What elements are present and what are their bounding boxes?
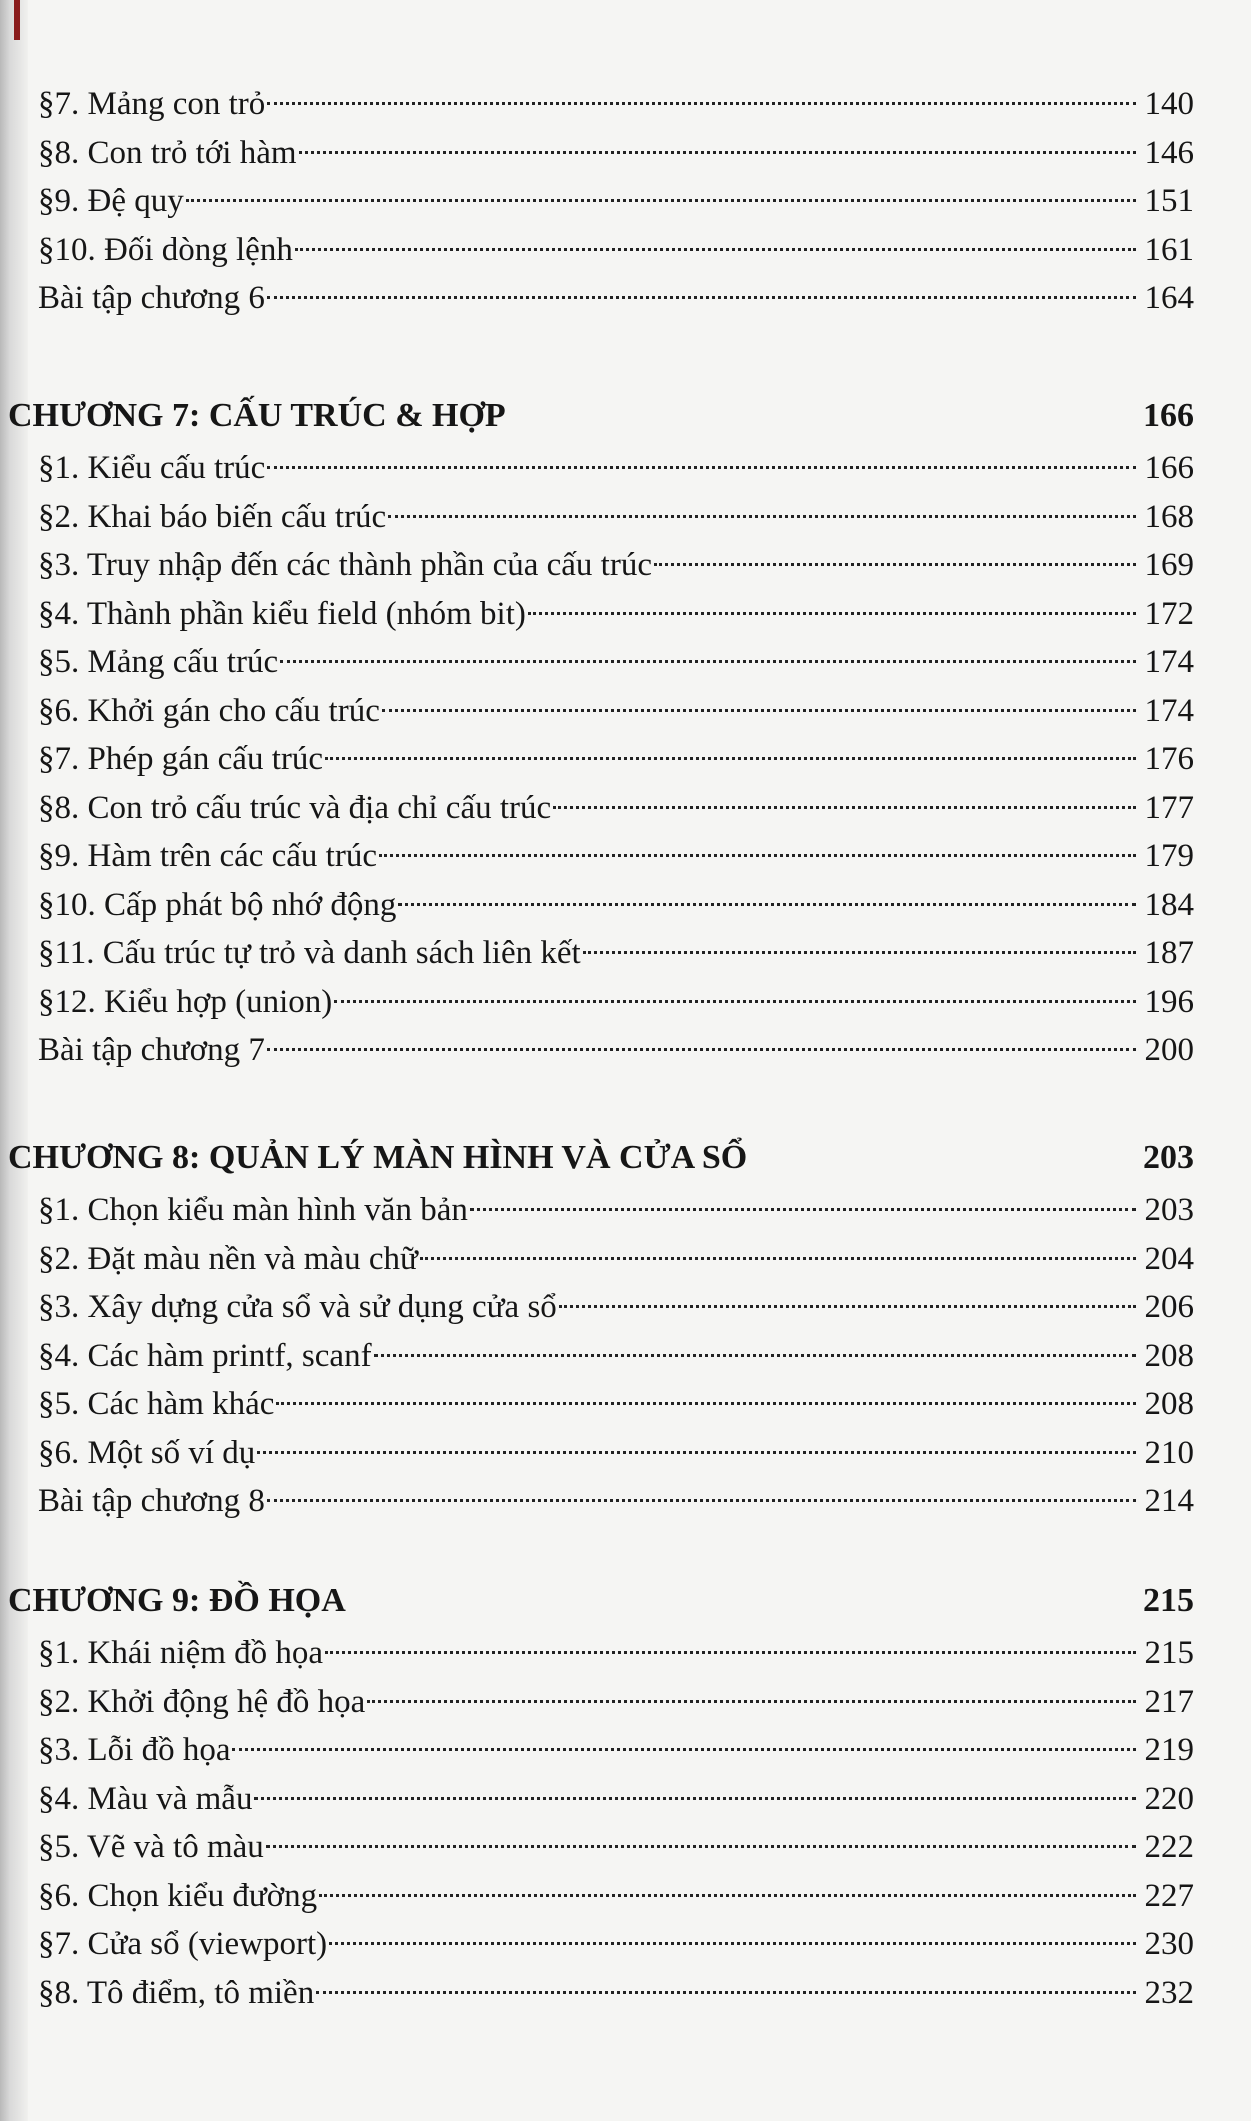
toc-entry-page: 214 bbox=[1144, 1483, 1194, 1519]
toc-entry-page: 176 bbox=[1144, 741, 1194, 777]
toc-entry[interactable] bbox=[0, 735, 1194, 784]
toc-entry-title: §3. Lỗi đồ họa bbox=[38, 1732, 231, 1768]
dot-leader bbox=[325, 757, 1136, 760]
dot-leader bbox=[186, 199, 1136, 202]
toc-entry[interactable] bbox=[0, 1283, 1194, 1332]
toc-entry-page: 204 bbox=[1144, 1240, 1194, 1277]
toc-entry[interactable] bbox=[0, 1823, 1194, 1872]
toc-entry-title: §7. Mảng con trỏ bbox=[38, 86, 266, 122]
toc-entry-title: §5. Vẽ và tô màu bbox=[38, 1829, 264, 1865]
dot-leader bbox=[379, 854, 1136, 857]
dot-leader bbox=[420, 1257, 1136, 1260]
toc-entry-page: 140 bbox=[1144, 86, 1194, 122]
toc-entry[interactable] bbox=[0, 541, 1194, 590]
toc-entry-page: 174 bbox=[1144, 644, 1194, 680]
toc-entry-page: 179 bbox=[1144, 838, 1194, 874]
toc-entry-page: 208 bbox=[1144, 1337, 1194, 1374]
toc-entry-title: §7. Cửa sổ (viewport) bbox=[38, 1926, 328, 1962]
toc-entry-title: §5. Các hàm khác bbox=[38, 1386, 275, 1422]
chapter-title: CHƯƠNG 9: ĐỒ HỌA bbox=[8, 1582, 346, 1619]
toc-entry-page: 222 bbox=[1144, 1829, 1194, 1865]
toc-entry[interactable] bbox=[0, 1872, 1194, 1921]
toc-entry-title: Bài tập chương 7 bbox=[38, 1032, 265, 1068]
toc-entry-title: §8. Con trỏ cấu trúc và địa chỉ cấu trúc bbox=[38, 789, 552, 826]
toc-entry-title: §8. Tô điểm, tô miền bbox=[38, 1974, 315, 2011]
dot-leader bbox=[325, 1651, 1136, 1654]
toc-entry[interactable] bbox=[0, 1678, 1194, 1727]
dot-leader bbox=[559, 1305, 1136, 1308]
toc-entry-page: 230 bbox=[1144, 1926, 1194, 1962]
toc-block-chapter-6-tail bbox=[0, 80, 1251, 323]
toc-entry-page: 203 bbox=[1144, 1192, 1194, 1228]
dot-leader bbox=[267, 296, 1136, 299]
toc-entry-page: 169 bbox=[1144, 547, 1194, 583]
dot-leader bbox=[382, 709, 1136, 712]
toc-entry[interactable] bbox=[0, 978, 1194, 1027]
toc-entry-page: 196 bbox=[1144, 983, 1194, 1020]
toc-entry-title: §12. Kiểu hợp (union) bbox=[38, 983, 333, 1020]
toc-entry-page: 187 bbox=[1144, 935, 1194, 971]
toc-entry-page: 166 bbox=[1144, 450, 1194, 486]
dot-leader bbox=[267, 466, 1136, 469]
dot-leader bbox=[319, 1894, 1136, 1897]
toc-entry-title: Bài tập chương 8 bbox=[38, 1483, 265, 1519]
toc-entry-page: 177 bbox=[1144, 789, 1194, 826]
toc-entry-page: 220 bbox=[1144, 1780, 1194, 1817]
toc-entry-page: 227 bbox=[1144, 1877, 1194, 1914]
chapter-title: CHƯƠNG 8: QUẢN LÝ MÀN HÌNH VÀ CỬA SỔ bbox=[8, 1139, 748, 1176]
toc-entry[interactable] bbox=[0, 129, 1194, 178]
dot-leader bbox=[254, 1797, 1136, 1800]
toc-entry[interactable] bbox=[0, 177, 1194, 226]
toc-entry-page: 232 bbox=[1144, 1974, 1194, 2011]
toc-entry[interactable] bbox=[0, 1477, 1194, 1526]
toc-entry[interactable] bbox=[0, 687, 1194, 736]
chapter-page: 166 bbox=[1143, 397, 1194, 434]
toc-entry[interactable] bbox=[0, 1920, 1194, 1969]
dot-leader bbox=[295, 248, 1136, 251]
dot-leader bbox=[583, 951, 1136, 954]
chapter-title: CHƯƠNG 7: CẤU TRÚC & HỢP bbox=[8, 397, 506, 434]
dot-leader bbox=[280, 660, 1136, 663]
toc-entry-page: 219 bbox=[1144, 1732, 1194, 1768]
toc-entry-title: §1. Chọn kiểu màn hình văn bản bbox=[38, 1192, 468, 1228]
dot-leader bbox=[267, 1499, 1136, 1502]
toc-block-chapter-9 bbox=[0, 1573, 1251, 2017]
toc-entry-page: 161 bbox=[1144, 231, 1194, 268]
dot-leader bbox=[334, 1000, 1136, 1003]
toc-entry-title: §9. Hàm trên các cấu trúc bbox=[38, 838, 377, 874]
dot-leader bbox=[299, 151, 1136, 154]
toc-entry-title: Bài tập chương 6 bbox=[38, 280, 265, 316]
toc-entry[interactable] bbox=[0, 881, 1194, 930]
toc-entry-title: §5. Mảng cấu trúc bbox=[38, 644, 279, 680]
toc-entry[interactable] bbox=[0, 1429, 1194, 1478]
toc-entry[interactable] bbox=[0, 493, 1194, 542]
dot-leader bbox=[398, 903, 1136, 906]
dot-leader bbox=[232, 1748, 1136, 1751]
dot-leader bbox=[267, 102, 1136, 105]
toc-entry-page: 215 bbox=[1144, 1635, 1194, 1671]
toc-entry[interactable] bbox=[0, 638, 1194, 687]
dot-leader bbox=[470, 1208, 1136, 1211]
dot-leader bbox=[654, 563, 1136, 566]
toc-entry-page: 184 bbox=[1144, 886, 1194, 923]
toc-entry[interactable] bbox=[0, 1380, 1194, 1429]
chapter-heading[interactable] bbox=[0, 1130, 1194, 1186]
toc-entry[interactable] bbox=[0, 1026, 1194, 1075]
toc-entry[interactable] bbox=[0, 1775, 1194, 1824]
toc-entry[interactable] bbox=[0, 929, 1194, 978]
toc-entry-page: 206 bbox=[1144, 1289, 1194, 1325]
toc-entry-title: §9. Đệ quy bbox=[38, 183, 184, 219]
dot-leader bbox=[329, 1942, 1136, 1945]
toc-entry[interactable] bbox=[0, 1186, 1194, 1235]
dot-leader bbox=[367, 1700, 1136, 1703]
toc-entry-title: §10. Cấp phát bộ nhớ động bbox=[38, 886, 397, 923]
toc-entry[interactable] bbox=[0, 784, 1194, 833]
toc-entry[interactable] bbox=[0, 1332, 1194, 1381]
toc-entry[interactable] bbox=[0, 274, 1194, 323]
toc-entry[interactable] bbox=[0, 1726, 1194, 1775]
toc-entry-title: §1. Khái niệm đồ họa bbox=[38, 1635, 324, 1671]
toc-entry-title: §6. Khởi gán cho cấu trúc bbox=[38, 692, 380, 729]
toc-entry-title: §3. Xây dựng cửa sổ và sử dụng cửa sổ bbox=[38, 1289, 557, 1325]
toc-entry-page: 164 bbox=[1144, 280, 1194, 316]
toc-entry-page: 200 bbox=[1144, 1032, 1194, 1068]
toc-entry-title: §2. Khai báo biến cấu trúc bbox=[38, 498, 387, 535]
toc-entry-title: §11. Cấu trúc tự trỏ và danh sách liên kết bbox=[38, 935, 581, 971]
toc-entry-page: 210 bbox=[1144, 1434, 1194, 1471]
toc-entry[interactable] bbox=[0, 1629, 1194, 1678]
dot-leader bbox=[276, 1402, 1136, 1405]
toc-entry-title: §1. Kiểu cấu trúc bbox=[38, 450, 266, 486]
toc-entry-page: 168 bbox=[1144, 498, 1194, 535]
dot-leader bbox=[266, 1845, 1136, 1848]
chapter-page: 215 bbox=[1143, 1582, 1194, 1619]
toc-entry-title: §6. Một số ví dụ bbox=[38, 1434, 256, 1471]
toc-entry-page: 146 bbox=[1144, 134, 1194, 171]
toc-entry-title: §2. Khởi động hệ đồ họa bbox=[38, 1683, 366, 1720]
toc-entry-title: §8. Con trỏ tới hàm bbox=[38, 134, 297, 171]
toc-entry[interactable] bbox=[0, 832, 1194, 881]
chapter-heading[interactable] bbox=[0, 1573, 1194, 1629]
toc-entry-page: 208 bbox=[1144, 1386, 1194, 1422]
toc-entry[interactable] bbox=[0, 444, 1194, 493]
toc-entry-page: 151 bbox=[1144, 183, 1194, 219]
toc-entry-title: §4. Các hàm printf, scanf bbox=[38, 1337, 372, 1374]
dot-leader bbox=[316, 1991, 1136, 1994]
toc-entry-title: §6. Chọn kiểu đường bbox=[38, 1877, 318, 1914]
toc-entry-title: §3. Truy nhập đến các thành phần của cấu trúc bbox=[38, 547, 652, 583]
toc-entry[interactable] bbox=[0, 590, 1194, 639]
dot-leader bbox=[528, 612, 1136, 615]
toc-entry-title: §4. Thành phần kiểu field (nhóm bit) bbox=[38, 595, 526, 632]
toc-entry[interactable] bbox=[0, 1969, 1194, 2018]
toc-block-chapter-8 bbox=[0, 1130, 1251, 1526]
dot-leader bbox=[553, 806, 1136, 809]
toc-entry[interactable] bbox=[0, 226, 1194, 275]
toc-entry-title: §4. Màu và mẫu bbox=[38, 1780, 253, 1817]
toc-entry-title: §2. Đặt màu nền và màu chữ bbox=[38, 1240, 418, 1277]
toc-entry-page: 174 bbox=[1144, 692, 1194, 729]
chapter-heading[interactable] bbox=[0, 388, 1194, 444]
toc-block-chapter-7 bbox=[0, 388, 1251, 1075]
toc-entry[interactable] bbox=[0, 80, 1194, 129]
toc-entry-title: §7. Phép gán cấu trúc bbox=[38, 741, 323, 777]
dot-leader bbox=[374, 1354, 1136, 1357]
dot-leader bbox=[267, 1048, 1136, 1051]
toc-entry-page: 217 bbox=[1144, 1683, 1194, 1720]
toc-entry[interactable] bbox=[0, 1235, 1194, 1284]
chapter-page: 203 bbox=[1143, 1139, 1194, 1176]
dot-leader bbox=[257, 1451, 1136, 1454]
toc-entry-title: §10. Đối dòng lệnh bbox=[38, 231, 293, 268]
dot-leader bbox=[388, 515, 1136, 518]
toc-entry-page: 172 bbox=[1144, 595, 1194, 632]
